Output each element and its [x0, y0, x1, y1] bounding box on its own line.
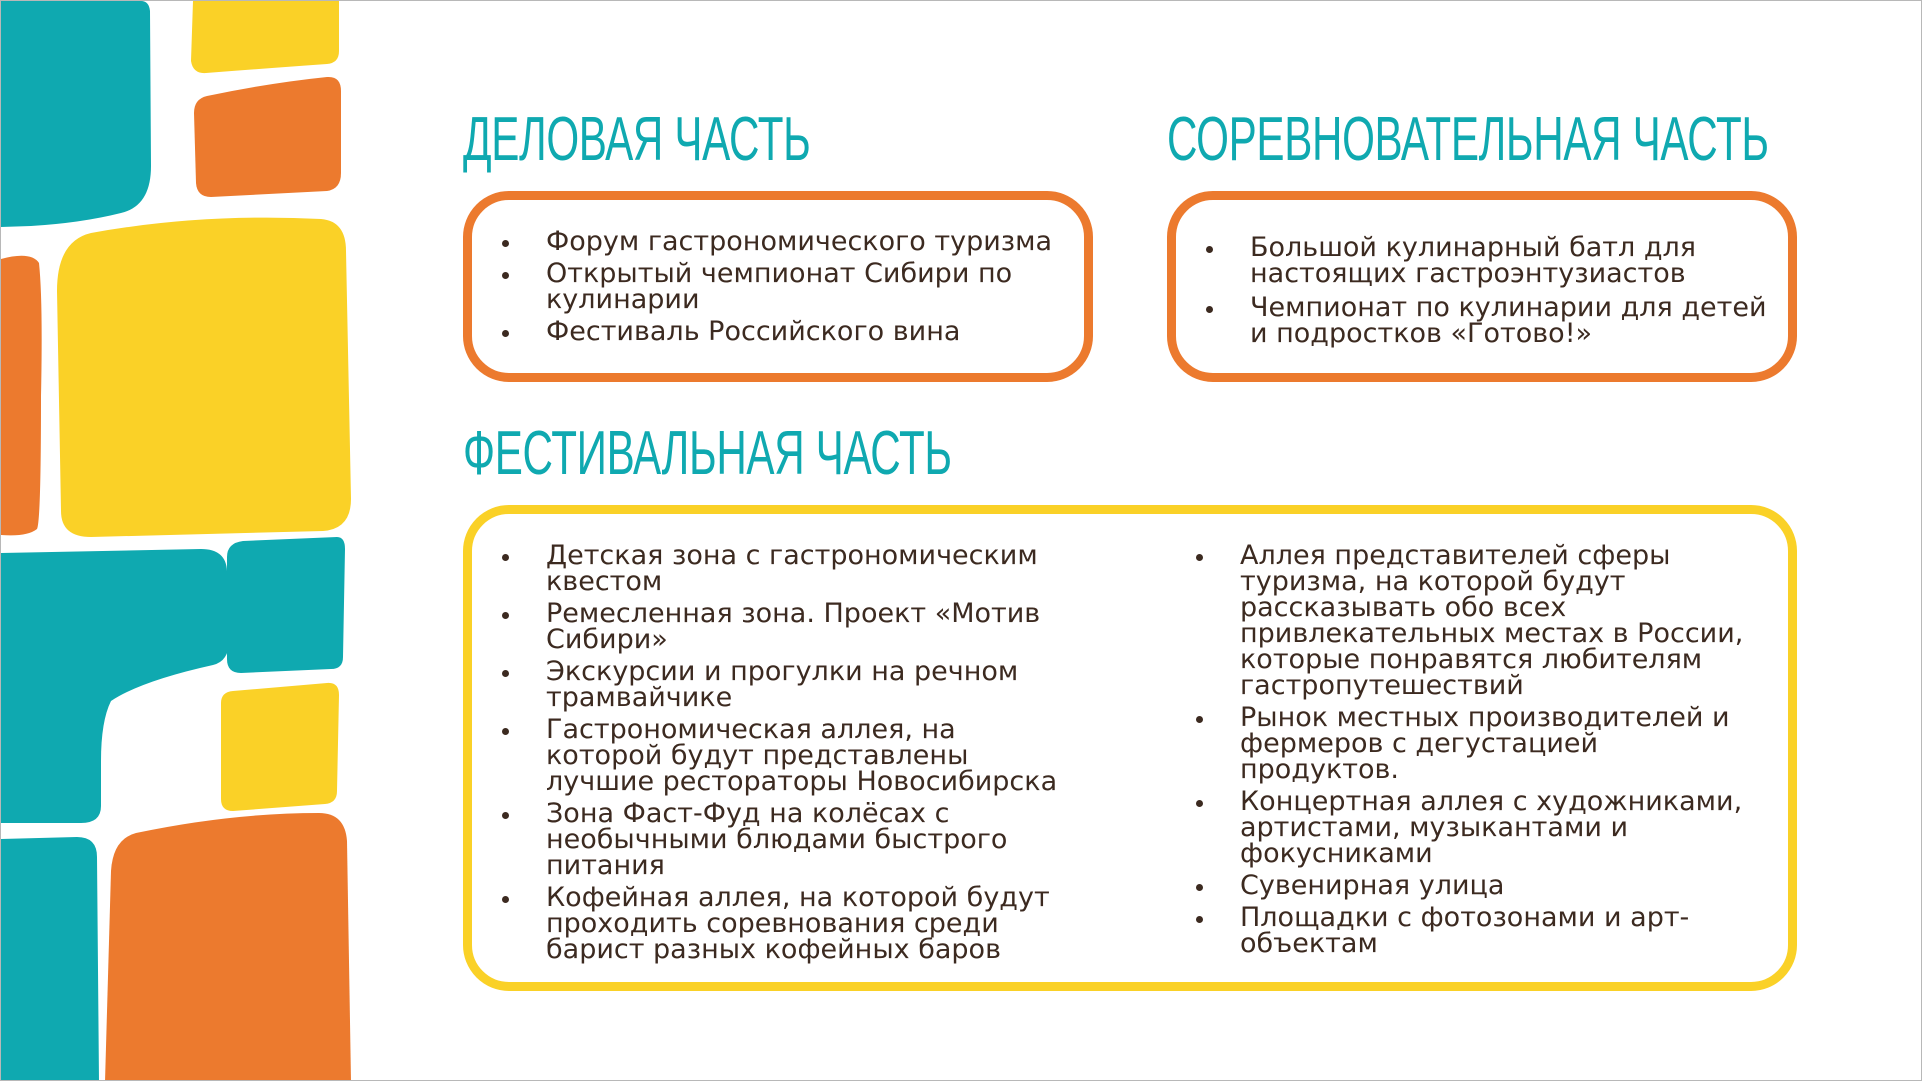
list-item-text: Рынок местных производителей и фермеров с дегустацией продуктов. — [1240, 702, 1730, 785]
mosaic-tile — [105, 813, 351, 1081]
business-title: ДЕЛОВАЯ ЧАСТЬ — [463, 105, 811, 174]
list-item — [498, 540, 1058, 597]
festival-title: ФЕСТИВАЛЬНАЯ ЧАСТЬ — [463, 419, 952, 488]
mosaic-tile — [1, 256, 42, 536]
bullet-icon — [1196, 800, 1203, 807]
bullet-icon — [502, 612, 509, 619]
list-item-text: Кофейная аллея, на которой будут проходить соревнования среди барист разных кофейных баров — [546, 882, 1050, 965]
bullet-icon — [1196, 916, 1203, 923]
mosaic-tile — [221, 683, 339, 811]
mosaic-tile — [1, 837, 99, 1081]
mosaic-tile — [1, 1, 151, 227]
mosaic-tile — [227, 537, 345, 673]
list-item — [498, 258, 1058, 315]
competition-list — [1202, 232, 1772, 353]
festival-left-list — [498, 540, 1058, 969]
list-item-text: Открытый чемпионат Сибири по кулинарии — [546, 258, 1013, 315]
list-item-text: Ремесленная зона. Проект «Мотив Сибири» — [546, 598, 1041, 655]
list-item — [498, 316, 1058, 347]
bullet-icon — [502, 240, 509, 247]
list-item — [1192, 702, 1762, 785]
list-item-text: Детская зона с гастрономическим квестом — [546, 540, 1038, 597]
list-item — [498, 598, 1058, 655]
list-item-text: Большой кулинарный батл для настоящих гастроэнтузиастов — [1250, 232, 1697, 289]
bullet-icon — [502, 812, 509, 819]
competition-box — [1167, 191, 1797, 382]
list-item-text: Площадки с фотозонами и арт-объектам — [1240, 902, 1690, 959]
list-item — [1192, 786, 1762, 869]
mosaic-tile — [1, 549, 229, 823]
mosaic-tile — [194, 77, 341, 197]
list-item — [1192, 870, 1762, 901]
business-list — [498, 226, 1058, 351]
bullet-icon — [502, 554, 509, 561]
bullet-icon — [502, 896, 509, 903]
list-item — [498, 798, 1058, 881]
bullet-icon — [1206, 246, 1213, 253]
bullet-icon — [1196, 554, 1203, 561]
list-item — [498, 714, 1058, 797]
business-box — [463, 191, 1093, 382]
bullet-icon — [1206, 306, 1213, 313]
mosaic-tile — [57, 218, 351, 537]
list-item — [1192, 902, 1762, 959]
list-item-text: Сувенирная улица — [1240, 870, 1505, 901]
list-item-text: Экскурсии и прогулки на речном трамвайчике — [546, 656, 1019, 713]
list-item — [498, 226, 1058, 257]
list-item — [1202, 292, 1772, 349]
list-item-text: Гастрономическая аллея, на которой будут представлены лучшие рестораторы Новосибирска — [546, 714, 1058, 797]
competition-title: СОРЕВНОВАТЕЛЬНАЯ ЧАСТЬ — [1167, 105, 1769, 174]
list-item-text: Фестиваль Российского вина — [546, 316, 961, 347]
list-item-text: Зона Фаст-Фуд на колёсах с необычными блюдами быстрого питания — [546, 798, 1008, 881]
bullet-icon — [1196, 884, 1203, 891]
bullet-icon — [502, 330, 509, 337]
list-item — [1202, 232, 1772, 289]
list-item-text: Чемпионат по кулинарии для детей и подростков «Готово!» — [1250, 292, 1767, 349]
list-item — [1192, 540, 1762, 701]
bullet-icon — [1196, 716, 1203, 723]
festival-right-list — [1192, 540, 1762, 963]
list-item — [498, 656, 1058, 713]
mosaic-tile — [191, 1, 339, 73]
bullet-icon — [502, 272, 509, 279]
bullet-icon — [502, 670, 509, 677]
list-item-text: Аллея представителей сферы туризма, на которой будут рассказывать обо всех привлекательных местах в России, которые понравятся любителям гастропутешествий — [1240, 540, 1744, 701]
mosaic-decoration — [1, 1, 361, 1081]
list-item-text: Концертная аллея с художниками, артистами, музыкантами и фокусниками — [1240, 786, 1743, 869]
bullet-icon — [502, 728, 509, 735]
festival-box — [463, 505, 1797, 991]
list-item-text: Форум гастрономического туризма — [546, 226, 1053, 257]
list-item — [498, 882, 1058, 965]
